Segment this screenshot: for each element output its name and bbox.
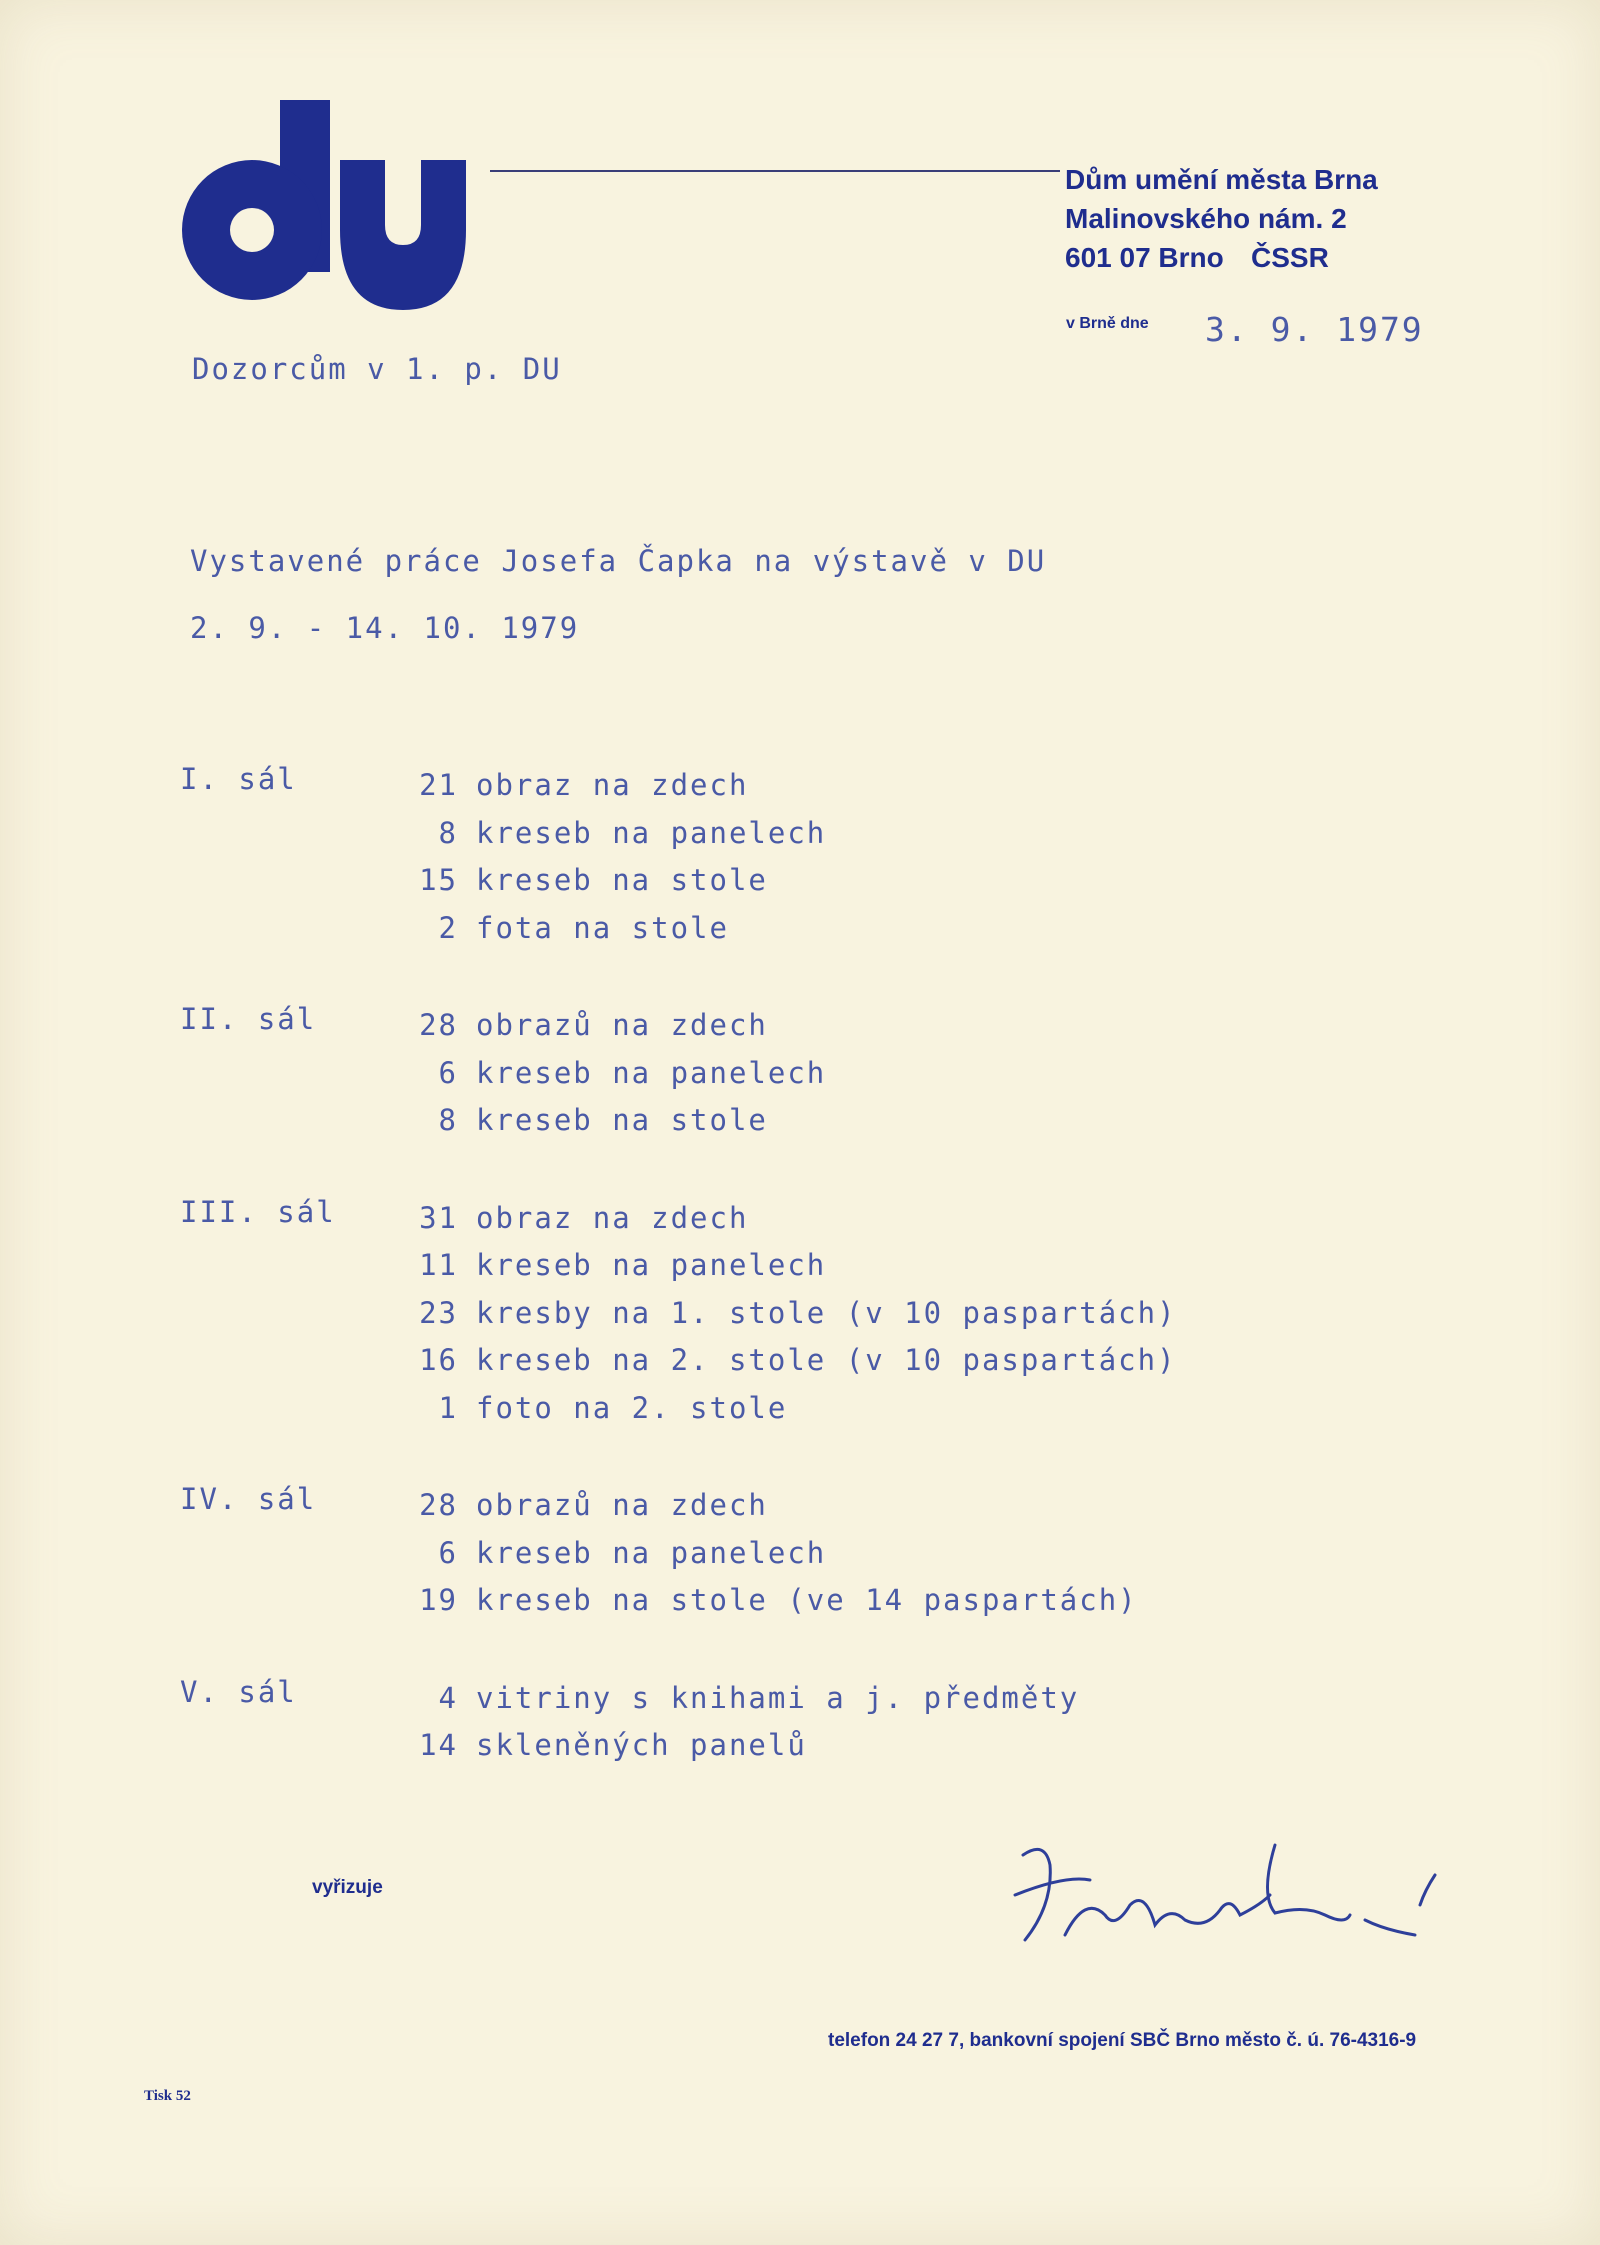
letter-date: 3. 9. 1979 bbox=[1205, 310, 1424, 349]
exhibit-item bbox=[410, 1385, 1177, 1433]
sender-name: Dům umění města Brna bbox=[1065, 164, 1378, 195]
item-description: obraz na zdech bbox=[476, 1200, 749, 1235]
room-items bbox=[410, 1195, 1177, 1433]
item-description: kresby na 1. stole (v 10 paspartách) bbox=[476, 1295, 1177, 1330]
footer-contact: telefon 24 27 7, bankovní spojení SBČ Brno město č. ú. 76-4316-9 bbox=[828, 2030, 1417, 2051]
exhibit-item bbox=[410, 1097, 1177, 1145]
exhibit-item bbox=[410, 1050, 1177, 1098]
item-quantity: 4 bbox=[438, 1680, 458, 1715]
item-quantity: 21 bbox=[419, 768, 458, 802]
item-quantity: 6 bbox=[438, 1055, 458, 1090]
room-block bbox=[180, 1195, 1177, 1433]
item-description: kreseb na stole (ve 14 paspartách) bbox=[476, 1583, 1138, 1617]
subject-dates: 2. 9. - 14. 10. 1979 bbox=[190, 611, 580, 645]
room-label: IV. sál bbox=[180, 1482, 317, 1516]
item-quantity: 6 bbox=[438, 1535, 458, 1570]
handled-by-label: vyřizuje bbox=[312, 1877, 383, 1898]
item-description: obraz na zdech bbox=[476, 768, 749, 802]
sender-country: ČSSR bbox=[1251, 242, 1329, 273]
exhibit-item bbox=[410, 1482, 1177, 1530]
exhibit-item bbox=[410, 810, 1177, 858]
room-items bbox=[410, 762, 1177, 952]
exhibit-item bbox=[410, 1722, 1177, 1770]
exhibit-item bbox=[410, 1242, 1177, 1290]
item-quantity: 14 bbox=[419, 1728, 458, 1762]
room-items bbox=[410, 1675, 1177, 1770]
item-description: kreseb na panelech bbox=[476, 1535, 827, 1570]
item-quantity: 8 bbox=[438, 1103, 458, 1137]
item-quantity: 15 bbox=[419, 863, 458, 897]
item-quantity: 2 bbox=[438, 910, 458, 945]
subject bbox=[190, 528, 1046, 662]
item-description: vitriny s knihami a j. předměty bbox=[476, 1680, 1080, 1715]
item-description: fota na stole bbox=[476, 910, 729, 945]
item-description: kreseb na stole bbox=[476, 1103, 768, 1137]
item-quantity: 28 bbox=[419, 1488, 458, 1522]
room-block bbox=[180, 1675, 1177, 1770]
exhibit-item bbox=[410, 1337, 1177, 1385]
exhibit-item bbox=[410, 1002, 1177, 1050]
sender-address bbox=[1065, 160, 1378, 277]
subject-title: Vystavené práce Josefa Čapka na výstavě v DU bbox=[190, 544, 1047, 578]
room-items bbox=[410, 1482, 1177, 1625]
item-description: kreseb na panelech bbox=[476, 815, 827, 850]
room-list bbox=[180, 762, 1177, 1820]
exhibit-item bbox=[410, 1290, 1177, 1338]
print-code: Tisk 52 bbox=[144, 2088, 191, 2104]
sender-city: 601 07 Brno bbox=[1065, 242, 1224, 273]
item-description: obrazů na zdech bbox=[476, 1488, 768, 1522]
item-description: kreseb na stole bbox=[476, 863, 768, 897]
item-quantity: 16 bbox=[419, 1343, 458, 1377]
exhibit-item bbox=[410, 1675, 1177, 1723]
item-quantity: 1 bbox=[438, 1390, 458, 1425]
sender-street: Malinovského nám. 2 bbox=[1065, 203, 1347, 234]
exhibit-item bbox=[410, 1195, 1177, 1243]
exhibit-item bbox=[410, 1530, 1177, 1578]
item-quantity: 28 bbox=[419, 1008, 458, 1042]
item-description: foto na 2. stole bbox=[476, 1390, 788, 1425]
addressee: Dozorcům v 1. p. DU bbox=[192, 352, 562, 386]
item-description: kreseb na panelech bbox=[476, 1055, 827, 1090]
date-caption: v Brně dne bbox=[1066, 315, 1149, 332]
room-label: I. sál bbox=[180, 762, 297, 796]
exhibit-item bbox=[410, 762, 1177, 810]
item-quantity: 23 bbox=[419, 1295, 458, 1330]
room-label: II. sál bbox=[180, 1002, 317, 1036]
item-description: kreseb na 2. stole (v 10 paspartách) bbox=[476, 1343, 1177, 1377]
item-quantity: 8 bbox=[438, 815, 458, 850]
room-items bbox=[410, 1002, 1177, 1145]
header-rule bbox=[490, 170, 1060, 172]
room-block bbox=[180, 762, 1177, 952]
room-block bbox=[180, 1482, 1177, 1625]
item-description: obrazů na zdech bbox=[476, 1008, 768, 1042]
exhibit-item bbox=[410, 857, 1177, 905]
room-block bbox=[180, 1002, 1177, 1145]
item-description: skleněných panelů bbox=[476, 1728, 807, 1762]
item-quantity: 11 bbox=[419, 1248, 458, 1282]
exhibit-item bbox=[410, 1577, 1177, 1625]
exhibit-item bbox=[410, 905, 1177, 953]
room-label: V. sál bbox=[180, 1674, 297, 1709]
item-description: kreseb na panelech bbox=[476, 1248, 827, 1282]
room-label: III. sál bbox=[180, 1194, 336, 1229]
item-quantity: 19 bbox=[419, 1583, 458, 1617]
handwritten-signature bbox=[1005, 1835, 1465, 1965]
item-quantity: 31 bbox=[419, 1200, 458, 1235]
du-logo bbox=[160, 100, 500, 315]
